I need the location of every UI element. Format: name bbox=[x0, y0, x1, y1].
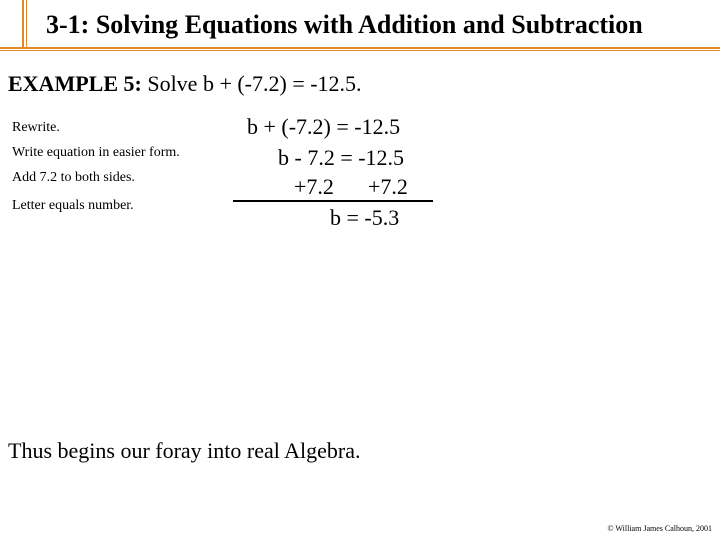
example-heading bbox=[8, 71, 362, 97]
step-letter-equals-number: Letter equals number. bbox=[12, 198, 134, 213]
slide-title: 3-1: Solving Equations with Addition and Subtraction bbox=[46, 10, 643, 39]
equation-add-right: +7.2 bbox=[368, 174, 408, 199]
example-label: EXAMPLE 5: bbox=[8, 71, 142, 96]
equation-result: b = -5.3 bbox=[330, 205, 400, 230]
step-easier-form: Write equation in easier form. bbox=[12, 145, 180, 160]
frame-bottom-line bbox=[0, 47, 720, 49]
equation-add-left: +7.2 bbox=[294, 174, 334, 199]
step-rewrite: Rewrite. bbox=[12, 120, 60, 135]
copyright-notice: © William James Calhoun, 2001 bbox=[607, 524, 712, 533]
step-add-both-sides: Add 7.2 to both sides. bbox=[12, 170, 135, 185]
equation-line-2: b - 7.2 = -12.5 bbox=[278, 145, 405, 170]
frame-left-line-outer bbox=[22, 0, 24, 47]
equation-line-1: b + (-7.2) = -12.5 bbox=[247, 114, 401, 139]
closing-remark: Thus begins our foray into real Algebra. bbox=[8, 438, 361, 463]
example-text: Solve b + (-7.2) = -12.5. bbox=[147, 71, 362, 96]
frame-left-line-inner bbox=[26, 0, 27, 47]
frame-bottom-line-thin bbox=[0, 50, 720, 51]
addition-underline bbox=[233, 200, 433, 202]
